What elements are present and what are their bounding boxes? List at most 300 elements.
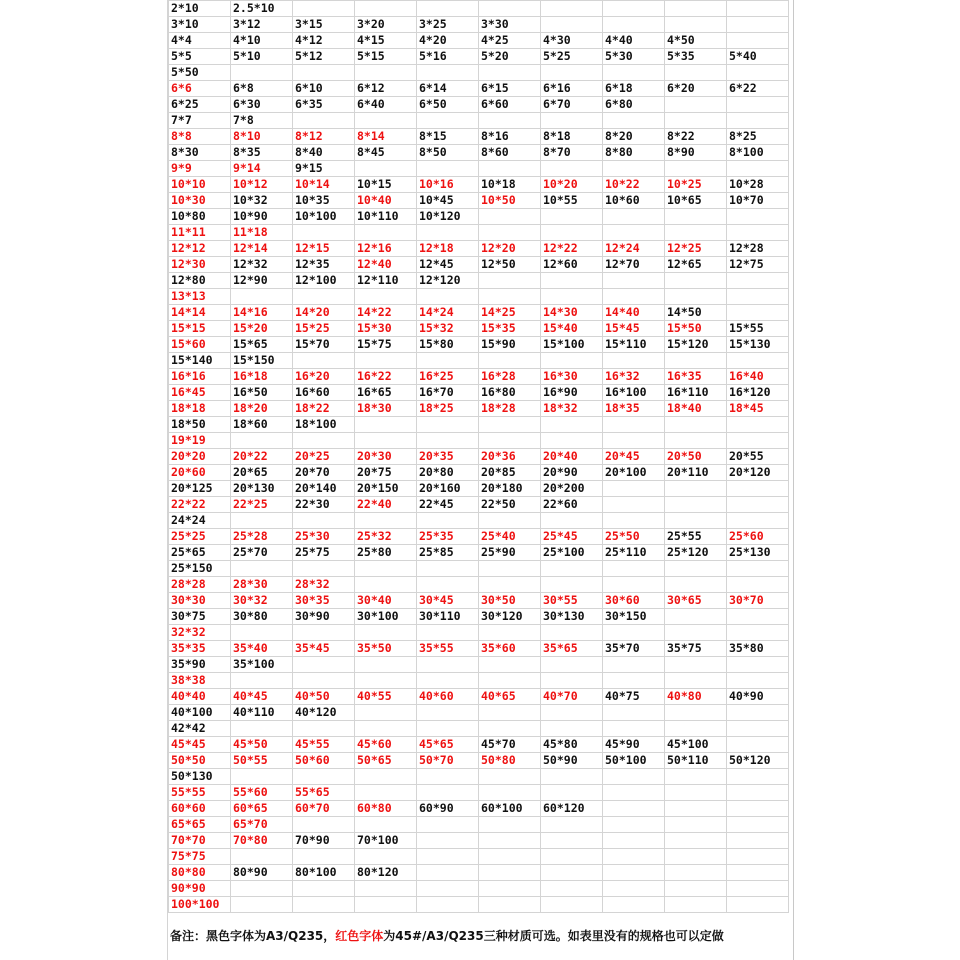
table-cell[interactable] [541, 849, 603, 865]
table-cell[interactable]: 70*90 [293, 833, 355, 849]
table-cell[interactable] [665, 113, 727, 129]
table-cell[interactable]: 15*150 [231, 353, 293, 369]
table-cell[interactable]: 15*35 [479, 321, 541, 337]
table-cell[interactable]: 20*36 [479, 449, 541, 465]
table-cell[interactable] [417, 673, 479, 689]
table-cell[interactable]: 32*32 [169, 625, 231, 641]
table-cell[interactable] [355, 561, 417, 577]
table-cell[interactable]: 16*65 [355, 385, 417, 401]
table-cell[interactable] [293, 65, 355, 81]
table-cell[interactable]: 14*40 [603, 305, 665, 321]
table-cell[interactable]: 25*70 [231, 545, 293, 561]
table-cell[interactable] [231, 433, 293, 449]
table-cell[interactable]: 20*55 [727, 449, 789, 465]
table-cell[interactable]: 40*45 [231, 689, 293, 705]
table-cell[interactable]: 35*100 [231, 657, 293, 673]
table-cell[interactable]: 16*60 [293, 385, 355, 401]
table-cell[interactable]: 11*11 [169, 225, 231, 241]
table-cell[interactable]: 12*100 [293, 273, 355, 289]
table-cell[interactable] [727, 289, 789, 305]
table-cell[interactable] [603, 657, 665, 673]
table-cell[interactable] [355, 65, 417, 81]
table-cell[interactable] [355, 769, 417, 785]
table-cell[interactable] [293, 433, 355, 449]
table-cell[interactable]: 30*60 [603, 593, 665, 609]
table-cell[interactable]: 22*45 [417, 497, 479, 513]
table-cell[interactable] [479, 417, 541, 433]
table-cell[interactable]: 8*90 [665, 145, 727, 161]
table-cell[interactable] [417, 161, 479, 177]
table-cell[interactable]: 80*120 [355, 865, 417, 881]
table-cell[interactable]: 16*50 [231, 385, 293, 401]
table-cell[interactable]: 60*100 [479, 801, 541, 817]
table-cell[interactable] [541, 113, 603, 129]
table-cell[interactable]: 20*35 [417, 449, 479, 465]
table-cell[interactable]: 3*15 [293, 17, 355, 33]
table-cell[interactable]: 38*38 [169, 673, 231, 689]
table-cell[interactable]: 40*120 [293, 705, 355, 721]
table-cell[interactable] [479, 673, 541, 689]
table-cell[interactable] [355, 577, 417, 593]
table-cell[interactable]: 8*40 [293, 145, 355, 161]
table-cell[interactable]: 40*55 [355, 689, 417, 705]
table-cell[interactable]: 5*35 [665, 49, 727, 65]
table-cell[interactable]: 30*55 [541, 593, 603, 609]
table-cell[interactable]: 10*16 [417, 177, 479, 193]
table-cell[interactable]: 40*65 [479, 689, 541, 705]
table-cell[interactable]: 20*50 [665, 449, 727, 465]
table-cell[interactable]: 5*16 [417, 49, 479, 65]
table-cell[interactable]: 8*50 [417, 145, 479, 161]
table-cell[interactable] [541, 273, 603, 289]
table-cell[interactable]: 20*200 [541, 481, 603, 497]
table-cell[interactable]: 75*75 [169, 849, 231, 865]
table-cell[interactable] [541, 657, 603, 673]
table-cell[interactable]: 50*80 [479, 753, 541, 769]
table-cell[interactable] [417, 289, 479, 305]
table-cell[interactable] [603, 705, 665, 721]
table-cell[interactable]: 15*50 [665, 321, 727, 337]
table-cell[interactable] [727, 513, 789, 529]
table-cell[interactable] [727, 865, 789, 881]
table-cell[interactable]: 50*120 [727, 753, 789, 769]
table-cell[interactable]: 5*15 [355, 49, 417, 65]
table-cell[interactable]: 8*20 [603, 129, 665, 145]
table-cell[interactable]: 6*22 [727, 81, 789, 97]
table-cell[interactable]: 5*20 [479, 49, 541, 65]
table-cell[interactable] [231, 625, 293, 641]
table-cell[interactable]: 30*32 [231, 593, 293, 609]
table-cell[interactable] [727, 433, 789, 449]
table-cell[interactable] [665, 1, 727, 17]
table-cell[interactable] [479, 897, 541, 913]
table-cell[interactable] [665, 17, 727, 33]
table-cell[interactable] [603, 481, 665, 497]
table-cell[interactable]: 16*40 [727, 369, 789, 385]
table-cell[interactable] [541, 209, 603, 225]
table-cell[interactable] [665, 433, 727, 449]
table-cell[interactable]: 6*35 [293, 97, 355, 113]
table-cell[interactable]: 50*100 [603, 753, 665, 769]
table-cell[interactable]: 12*32 [231, 257, 293, 273]
table-cell[interactable]: 28*30 [231, 577, 293, 593]
table-cell[interactable]: 50*50 [169, 753, 231, 769]
table-cell[interactable] [603, 209, 665, 225]
table-cell[interactable]: 15*60 [169, 337, 231, 353]
table-cell[interactable]: 12*90 [231, 273, 293, 289]
table-cell[interactable]: 25*50 [603, 529, 665, 545]
table-cell[interactable] [541, 289, 603, 305]
table-cell[interactable] [479, 705, 541, 721]
table-cell[interactable]: 16*20 [293, 369, 355, 385]
table-cell[interactable] [231, 289, 293, 305]
table-cell[interactable] [665, 481, 727, 497]
table-cell[interactable]: 22*30 [293, 497, 355, 513]
table-cell[interactable] [231, 561, 293, 577]
table-cell[interactable]: 16*110 [665, 385, 727, 401]
table-cell[interactable]: 20*100 [603, 465, 665, 481]
table-cell[interactable] [727, 353, 789, 369]
table-cell[interactable] [665, 609, 727, 625]
table-cell[interactable]: 16*25 [417, 369, 479, 385]
table-cell[interactable] [727, 609, 789, 625]
table-cell[interactable]: 9*14 [231, 161, 293, 177]
table-cell[interactable] [727, 721, 789, 737]
table-cell[interactable]: 40*80 [665, 689, 727, 705]
table-cell[interactable] [541, 817, 603, 833]
table-cell[interactable] [293, 769, 355, 785]
table-cell[interactable] [479, 113, 541, 129]
table-cell[interactable] [603, 833, 665, 849]
table-cell[interactable]: 8*35 [231, 145, 293, 161]
table-cell[interactable] [727, 65, 789, 81]
table-cell[interactable] [541, 353, 603, 369]
table-cell[interactable] [479, 561, 541, 577]
table-cell[interactable]: 18*100 [293, 417, 355, 433]
table-cell[interactable]: 10*10 [169, 177, 231, 193]
table-cell[interactable]: 45*55 [293, 737, 355, 753]
table-cell[interactable]: 30*90 [293, 609, 355, 625]
table-cell[interactable]: 12*110 [355, 273, 417, 289]
table-cell[interactable] [727, 113, 789, 129]
table-cell[interactable]: 35*35 [169, 641, 231, 657]
table-cell[interactable] [665, 721, 727, 737]
table-cell[interactable] [541, 673, 603, 689]
table-cell[interactable] [603, 113, 665, 129]
table-cell[interactable] [603, 561, 665, 577]
table-cell[interactable]: 10*18 [479, 177, 541, 193]
table-cell[interactable] [231, 849, 293, 865]
table-cell[interactable]: 4*20 [417, 33, 479, 49]
table-cell[interactable] [293, 1, 355, 17]
table-cell[interactable] [231, 721, 293, 737]
table-cell[interactable]: 16*16 [169, 369, 231, 385]
table-cell[interactable]: 40*100 [169, 705, 231, 721]
table-cell[interactable]: 15*100 [541, 337, 603, 353]
table-cell[interactable]: 10*30 [169, 193, 231, 209]
table-cell[interactable] [355, 897, 417, 913]
table-cell[interactable] [355, 225, 417, 241]
table-cell[interactable]: 30*65 [665, 593, 727, 609]
table-cell[interactable]: 3*25 [417, 17, 479, 33]
table-cell[interactable]: 4*50 [665, 33, 727, 49]
table-cell[interactable]: 13*13 [169, 289, 231, 305]
table-cell[interactable]: 12*28 [727, 241, 789, 257]
table-cell[interactable] [727, 33, 789, 49]
table-cell[interactable]: 24*24 [169, 513, 231, 529]
table-cell[interactable] [479, 721, 541, 737]
table-cell[interactable] [541, 1, 603, 17]
table-cell[interactable]: 6*20 [665, 81, 727, 97]
table-cell[interactable]: 5*40 [727, 49, 789, 65]
table-cell[interactable]: 2.5*10 [231, 1, 293, 17]
table-cell[interactable] [665, 673, 727, 689]
table-cell[interactable]: 12*16 [355, 241, 417, 257]
table-cell[interactable]: 14*16 [231, 305, 293, 321]
table-cell[interactable] [479, 513, 541, 529]
table-cell[interactable]: 20*140 [293, 481, 355, 497]
table-cell[interactable] [417, 721, 479, 737]
table-cell[interactable] [231, 881, 293, 897]
table-cell[interactable] [603, 65, 665, 81]
table-cell[interactable]: 60*60 [169, 801, 231, 817]
table-cell[interactable]: 4*15 [355, 33, 417, 49]
table-cell[interactable] [417, 897, 479, 913]
table-cell[interactable]: 4*30 [541, 33, 603, 49]
table-cell[interactable]: 30*80 [231, 609, 293, 625]
table-cell[interactable] [293, 225, 355, 241]
table-cell[interactable] [355, 513, 417, 529]
table-cell[interactable]: 12*35 [293, 257, 355, 273]
table-cell[interactable]: 8*60 [479, 145, 541, 161]
table-cell[interactable]: 20*60 [169, 465, 231, 481]
table-cell[interactable] [541, 161, 603, 177]
table-cell[interactable]: 10*80 [169, 209, 231, 225]
table-cell[interactable]: 42*42 [169, 721, 231, 737]
table-cell[interactable] [603, 881, 665, 897]
table-cell[interactable]: 4*40 [603, 33, 665, 49]
table-cell[interactable]: 18*50 [169, 417, 231, 433]
table-cell[interactable]: 40*75 [603, 689, 665, 705]
table-cell[interactable]: 15*40 [541, 321, 603, 337]
table-cell[interactable] [293, 513, 355, 529]
table-cell[interactable] [355, 417, 417, 433]
table-cell[interactable]: 12*14 [231, 241, 293, 257]
table-cell[interactable] [727, 769, 789, 785]
table-cell[interactable]: 50*70 [417, 753, 479, 769]
table-cell[interactable]: 10*120 [417, 209, 479, 225]
table-cell[interactable] [479, 65, 541, 81]
table-cell[interactable] [479, 657, 541, 673]
table-cell[interactable]: 45*100 [665, 737, 727, 753]
table-cell[interactable] [479, 209, 541, 225]
table-cell[interactable] [727, 705, 789, 721]
table-cell[interactable]: 35*80 [727, 641, 789, 657]
table-cell[interactable]: 14*14 [169, 305, 231, 321]
table-cell[interactable]: 20*45 [603, 449, 665, 465]
table-cell[interactable]: 20*70 [293, 465, 355, 481]
table-cell[interactable] [293, 353, 355, 369]
table-cell[interactable]: 25*25 [169, 529, 231, 545]
table-cell[interactable]: 55*65 [293, 785, 355, 801]
table-cell[interactable]: 12*45 [417, 257, 479, 273]
table-cell[interactable]: 100*100 [169, 897, 231, 913]
table-cell[interactable] [541, 417, 603, 433]
table-cell[interactable] [727, 673, 789, 689]
table-cell[interactable]: 10*60 [603, 193, 665, 209]
table-cell[interactable] [727, 849, 789, 865]
table-cell[interactable]: 20*80 [417, 465, 479, 481]
table-cell[interactable]: 15*110 [603, 337, 665, 353]
table-cell[interactable]: 15*140 [169, 353, 231, 369]
table-cell[interactable] [479, 881, 541, 897]
table-cell[interactable]: 20*25 [293, 449, 355, 465]
table-cell[interactable]: 6*30 [231, 97, 293, 113]
table-cell[interactable] [541, 17, 603, 33]
table-cell[interactable] [603, 673, 665, 689]
table-cell[interactable]: 15*75 [355, 337, 417, 353]
table-cell[interactable]: 9*15 [293, 161, 355, 177]
table-cell[interactable] [479, 849, 541, 865]
table-cell[interactable]: 8*30 [169, 145, 231, 161]
table-cell[interactable]: 14*24 [417, 305, 479, 321]
table-cell[interactable] [541, 705, 603, 721]
table-cell[interactable]: 20*30 [355, 449, 417, 465]
table-cell[interactable]: 8*100 [727, 145, 789, 161]
table-cell[interactable] [603, 577, 665, 593]
table-cell[interactable]: 80*90 [231, 865, 293, 881]
table-cell[interactable]: 15*15 [169, 321, 231, 337]
table-cell[interactable]: 10*50 [479, 193, 541, 209]
table-cell[interactable]: 12*30 [169, 257, 231, 273]
table-cell[interactable] [603, 273, 665, 289]
table-cell[interactable]: 15*80 [417, 337, 479, 353]
table-cell[interactable]: 18*40 [665, 401, 727, 417]
table-cell[interactable]: 12*20 [479, 241, 541, 257]
table-cell[interactable]: 25*85 [417, 545, 479, 561]
table-cell[interactable] [417, 113, 479, 129]
table-cell[interactable]: 20*20 [169, 449, 231, 465]
table-cell[interactable]: 16*70 [417, 385, 479, 401]
table-cell[interactable] [603, 225, 665, 241]
table-cell[interactable] [417, 833, 479, 849]
table-cell[interactable] [541, 881, 603, 897]
table-cell[interactable] [727, 273, 789, 289]
table-cell[interactable] [727, 1, 789, 17]
table-cell[interactable] [417, 577, 479, 593]
table-cell[interactable] [603, 1, 665, 17]
table-cell[interactable]: 25*150 [169, 561, 231, 577]
table-cell[interactable]: 15*90 [479, 337, 541, 353]
table-cell[interactable]: 30*75 [169, 609, 231, 625]
table-cell[interactable]: 35*70 [603, 641, 665, 657]
table-cell[interactable]: 60*120 [541, 801, 603, 817]
table-cell[interactable]: 15*55 [727, 321, 789, 337]
table-cell[interactable] [417, 705, 479, 721]
table-cell[interactable]: 20*150 [355, 481, 417, 497]
table-cell[interactable] [665, 833, 727, 849]
table-cell[interactable] [727, 833, 789, 849]
table-cell[interactable]: 30*100 [355, 609, 417, 625]
table-cell[interactable]: 16*80 [479, 385, 541, 401]
table-cell[interactable] [665, 161, 727, 177]
table-cell[interactable]: 45*80 [541, 737, 603, 753]
table-cell[interactable]: 55*55 [169, 785, 231, 801]
table-cell[interactable] [665, 577, 727, 593]
table-cell[interactable] [665, 785, 727, 801]
table-cell[interactable]: 8*70 [541, 145, 603, 161]
table-cell[interactable]: 25*100 [541, 545, 603, 561]
table-cell[interactable]: 10*20 [541, 177, 603, 193]
table-cell[interactable]: 4*4 [169, 33, 231, 49]
table-cell[interactable] [603, 161, 665, 177]
table-cell[interactable] [355, 657, 417, 673]
table-cell[interactable] [541, 721, 603, 737]
table-cell[interactable]: 22*60 [541, 497, 603, 513]
table-cell[interactable]: 10*100 [293, 209, 355, 225]
table-cell[interactable]: 18*18 [169, 401, 231, 417]
table-cell[interactable] [293, 561, 355, 577]
table-cell[interactable] [665, 769, 727, 785]
table-cell[interactable] [665, 657, 727, 673]
table-cell[interactable]: 10*35 [293, 193, 355, 209]
table-cell[interactable]: 25*90 [479, 545, 541, 561]
table-cell[interactable]: 7*7 [169, 113, 231, 129]
table-cell[interactable] [727, 577, 789, 593]
table-cell[interactable]: 16*32 [603, 369, 665, 385]
table-cell[interactable] [603, 353, 665, 369]
table-cell[interactable]: 45*60 [355, 737, 417, 753]
table-cell[interactable] [603, 497, 665, 513]
table-cell[interactable]: 25*35 [417, 529, 479, 545]
table-cell[interactable]: 30*70 [727, 593, 789, 609]
table-cell[interactable] [355, 353, 417, 369]
table-cell[interactable] [727, 417, 789, 433]
table-cell[interactable]: 4*12 [293, 33, 355, 49]
table-cell[interactable] [417, 849, 479, 865]
table-cell[interactable] [355, 673, 417, 689]
table-cell[interactable]: 12*25 [665, 241, 727, 257]
table-cell[interactable] [417, 865, 479, 881]
table-cell[interactable] [479, 289, 541, 305]
table-cell[interactable]: 35*50 [355, 641, 417, 657]
table-cell[interactable] [355, 625, 417, 641]
table-cell[interactable] [727, 881, 789, 897]
table-cell[interactable]: 15*30 [355, 321, 417, 337]
table-cell[interactable]: 20*110 [665, 465, 727, 481]
table-cell[interactable] [479, 353, 541, 369]
table-cell[interactable]: 40*40 [169, 689, 231, 705]
table-cell[interactable]: 5*30 [603, 49, 665, 65]
table-cell[interactable] [727, 801, 789, 817]
table-cell[interactable]: 8*80 [603, 145, 665, 161]
table-cell[interactable]: 25*28 [231, 529, 293, 545]
table-cell[interactable] [665, 801, 727, 817]
table-cell[interactable]: 45*45 [169, 737, 231, 753]
table-cell[interactable]: 8*22 [665, 129, 727, 145]
table-cell[interactable]: 10*90 [231, 209, 293, 225]
table-cell[interactable] [727, 97, 789, 113]
table-cell[interactable]: 6*15 [479, 81, 541, 97]
table-cell[interactable] [417, 353, 479, 369]
table-cell[interactable] [603, 721, 665, 737]
table-cell[interactable] [541, 785, 603, 801]
table-cell[interactable] [541, 225, 603, 241]
table-cell[interactable]: 8*8 [169, 129, 231, 145]
table-cell[interactable]: 20*75 [355, 465, 417, 481]
table-cell[interactable] [727, 817, 789, 833]
table-cell[interactable] [355, 785, 417, 801]
